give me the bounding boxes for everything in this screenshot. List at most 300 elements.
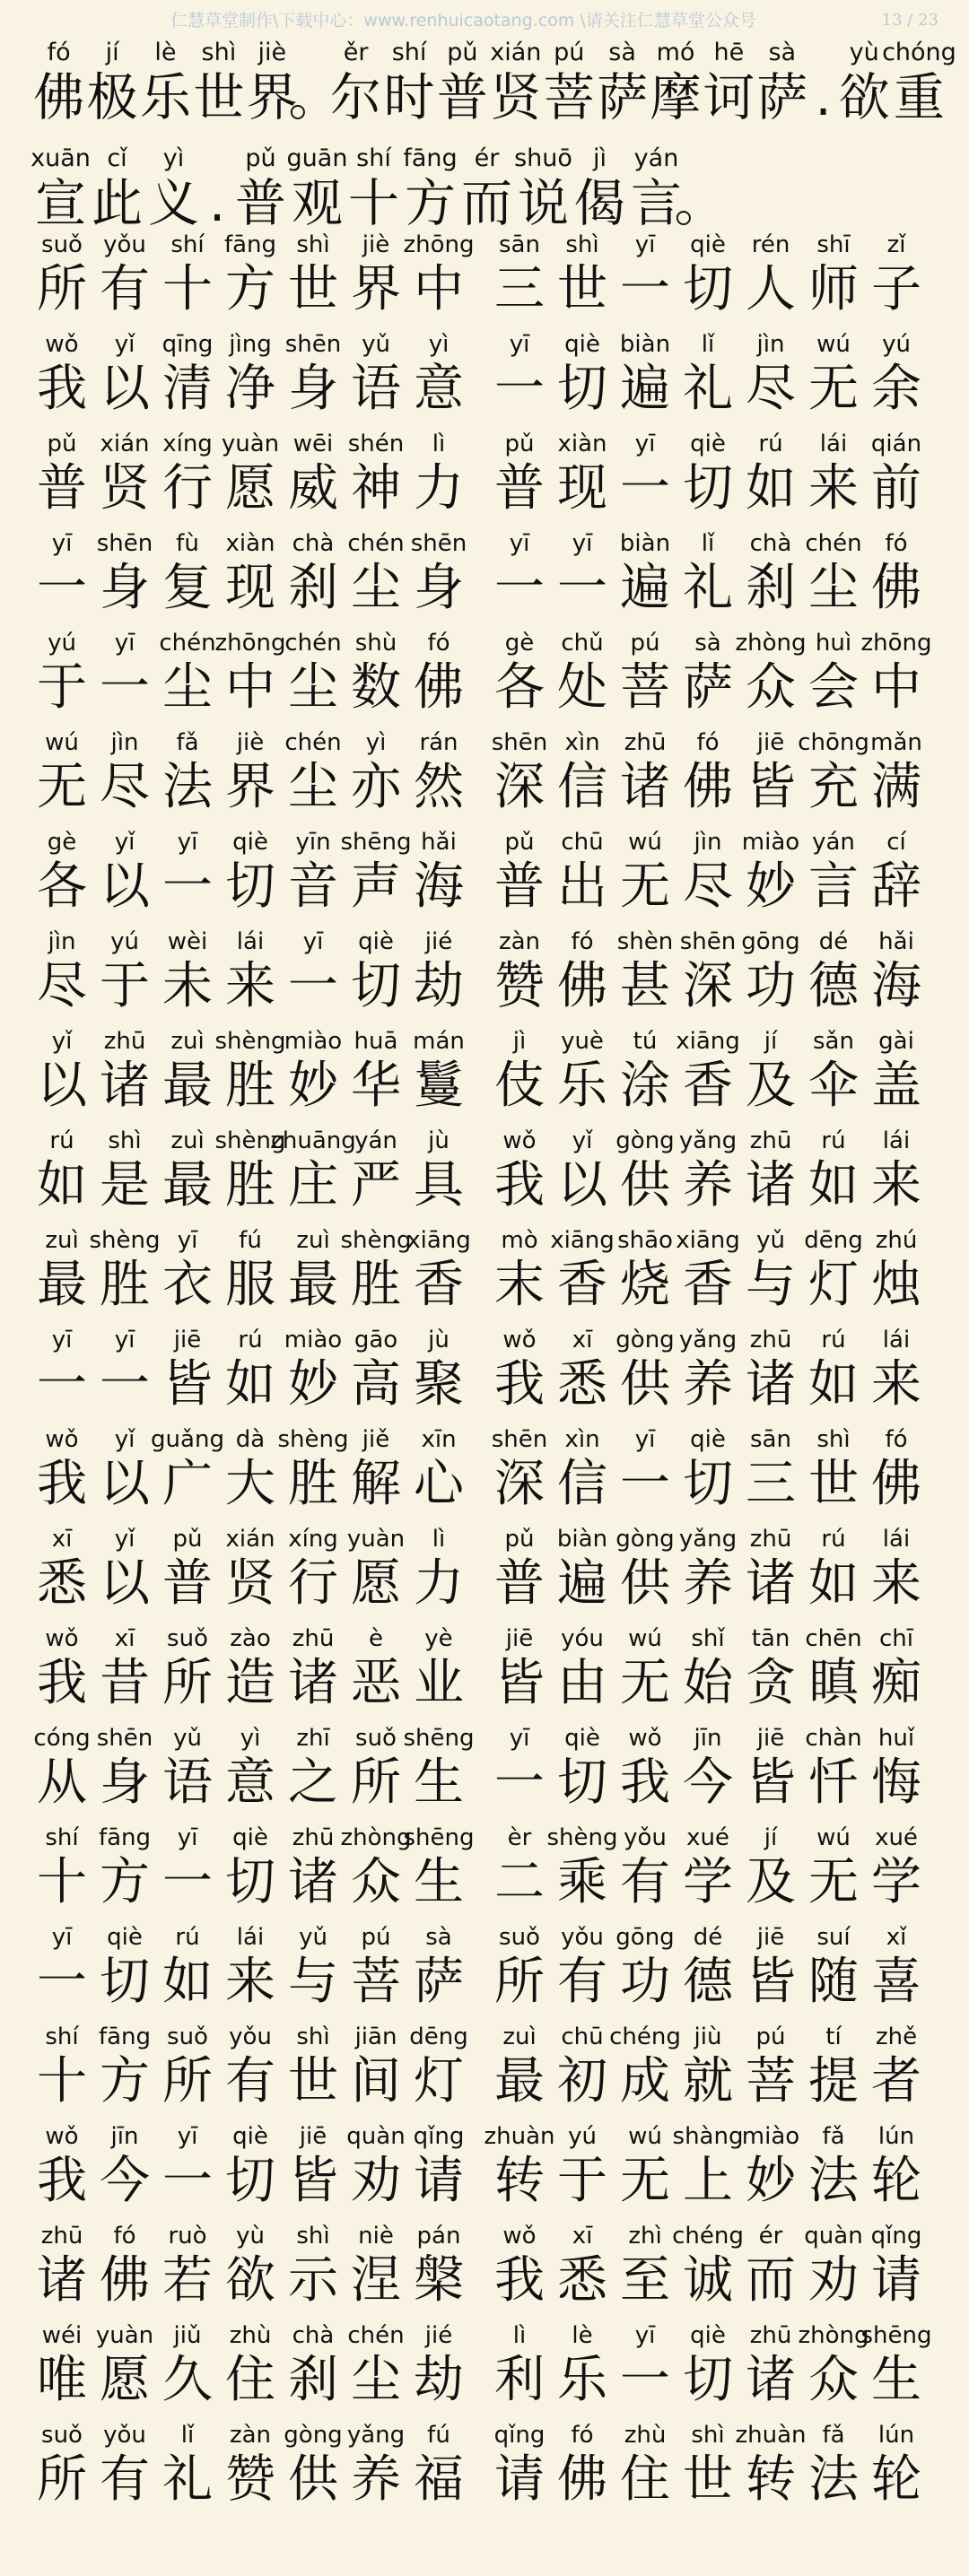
hanzi: 普 <box>494 459 545 518</box>
pinyin: lǐ <box>701 331 715 358</box>
verse-row <box>31 2121 946 2221</box>
pinyin: xuān <box>31 144 91 172</box>
hanzi: 灯 <box>808 1256 859 1314</box>
pinyin: wǒ <box>45 2123 79 2150</box>
pinyin: xiāng <box>406 1227 471 1254</box>
syllable <box>93 628 156 727</box>
hanzi: 意 <box>414 360 464 418</box>
syllable <box>739 727 802 827</box>
pinyin: shuō <box>514 144 572 172</box>
pinyin: zhòng <box>798 2322 869 2349</box>
hanzi: 子 <box>871 260 921 318</box>
syllable <box>31 429 93 528</box>
syllable <box>614 1424 677 1524</box>
hanzi: 学 <box>683 1853 733 1911</box>
verse-line-right <box>488 1623 946 1723</box>
syllable <box>345 927 407 1026</box>
hanzi: 尘 <box>351 2351 401 2409</box>
hanzi: 言 <box>808 857 859 916</box>
syllable <box>677 1225 739 1325</box>
hanzi: 处 <box>557 658 607 717</box>
pinyin: lǐ <box>180 2422 195 2449</box>
hanzi: 摩 <box>650 68 702 127</box>
syllable <box>458 144 515 233</box>
syllable <box>739 2320 802 2420</box>
hanzi: 痴 <box>871 1654 921 1712</box>
syllable <box>551 1225 614 1325</box>
syllable <box>93 1922 156 2022</box>
pinyin: shí <box>356 144 391 172</box>
pinyin: yǒu <box>229 2023 272 2050</box>
hanzi: 世 <box>808 1455 859 1513</box>
pinyin: ér <box>474 144 500 172</box>
pinyin: xī <box>572 2223 593 2250</box>
pinyin: yī <box>509 331 530 358</box>
pinyin: yì <box>428 331 450 358</box>
syllable <box>739 2022 802 2121</box>
syllable <box>802 1424 865 1524</box>
syllable <box>802 1325 865 1424</box>
pinyin: fó <box>113 2223 136 2250</box>
syllable <box>488 827 551 927</box>
syllable <box>407 628 470 727</box>
syllable <box>156 1225 219 1325</box>
hanzi: 无 <box>620 1654 670 1712</box>
syllable <box>489 38 542 127</box>
pinyin: chà <box>292 2322 335 2349</box>
pinyin: zhū <box>624 729 667 756</box>
hanzi: 诸 <box>288 1654 338 1712</box>
hanzi: 遍 <box>557 1554 607 1613</box>
syllable <box>677 2320 739 2420</box>
pinyin: shēn <box>491 729 548 756</box>
hanzi: 乐 <box>557 1057 607 1115</box>
hanzi: 世 <box>683 2450 733 2509</box>
hanzi: 高 <box>351 1355 401 1414</box>
syllable <box>288 38 340 127</box>
pinyin: shī <box>816 231 851 258</box>
syllable <box>865 927 928 1026</box>
hanzi: 二 <box>494 1853 545 1911</box>
intro-line <box>32 38 956 144</box>
pinyin: dēng <box>804 1227 863 1254</box>
syllable <box>739 1922 802 2022</box>
pinyin: jīn <box>110 2123 139 2150</box>
syllable <box>286 144 348 233</box>
hanzi: 来 <box>871 1554 921 1613</box>
pinyin: zuì <box>45 1227 79 1254</box>
pinyin: jiē <box>756 729 785 756</box>
syllable <box>270 1126 356 1225</box>
hanzi: 界 <box>225 758 275 816</box>
hanzi: 清 <box>162 360 213 418</box>
hanzi: 福 <box>414 2450 464 2509</box>
hanzi: 生 <box>414 1853 464 1911</box>
pinyin: qiè <box>690 231 726 258</box>
hanzi: 切 <box>683 260 733 318</box>
pinyin: pǔ <box>504 829 535 856</box>
syllable <box>677 1823 739 1922</box>
pinyin: qiè <box>564 1725 600 1752</box>
pinyin: ruò <box>168 2223 207 2250</box>
syllable <box>192 38 245 127</box>
hanzi: 尘 <box>351 559 401 617</box>
pinyin: jì <box>592 144 607 172</box>
hanzi: 语 <box>162 1754 213 1812</box>
pinyin: rú <box>238 1327 263 1353</box>
syllable <box>32 144 89 233</box>
pinyin: yǐ <box>114 829 135 856</box>
syllable <box>151 1424 224 1524</box>
pinyin: pú <box>630 630 660 657</box>
pinyin: wǒ <box>45 331 79 358</box>
syllable <box>614 727 677 827</box>
hanzi: 萨 <box>756 68 808 127</box>
syllable <box>219 2221 282 2320</box>
syllable <box>488 1823 551 1922</box>
hanzi: 造 <box>225 1654 275 1712</box>
syllable <box>802 1026 865 1126</box>
pinyin: jiē <box>299 2123 327 2150</box>
syllable <box>407 2320 470 2420</box>
hanzi: 乐 <box>139 68 191 127</box>
syllable <box>677 528 739 628</box>
pinyin: jiē <box>173 1327 202 1353</box>
hanzi: 刹 <box>746 559 796 617</box>
verse-line-left <box>31 1325 488 1424</box>
hanzi: 所 <box>494 1953 545 2011</box>
syllable <box>219 2320 282 2420</box>
pinyin: jí <box>105 39 119 66</box>
pinyin: shēn <box>96 1725 153 1752</box>
syllable <box>156 2022 219 2121</box>
hanzi: 出 <box>557 857 607 916</box>
pinyin: jiān <box>354 2023 397 2050</box>
hanzi: 从 <box>37 1754 87 1812</box>
syllable <box>865 329 928 429</box>
syllable <box>677 827 739 927</box>
pinyin: fó <box>571 928 594 955</box>
hanzi: 诸 <box>288 1853 338 1911</box>
pinyin: yú <box>568 2123 597 2150</box>
pinyin: jiē <box>756 1725 785 1752</box>
pinyin: shù <box>354 630 397 657</box>
hanzi: 现 <box>225 559 275 617</box>
hanzi: 诸 <box>620 758 670 816</box>
syllable <box>93 1524 156 1623</box>
syllable <box>802 528 865 628</box>
syllable <box>345 429 407 528</box>
syllable <box>614 1922 677 2022</box>
pinyin: yī <box>51 1327 73 1353</box>
syllable <box>407 1524 470 1623</box>
syllable <box>739 1623 802 1723</box>
pinyin: shēng <box>340 829 412 856</box>
pinyin: wèi <box>167 928 208 955</box>
hanzi: 庄 <box>288 1156 338 1214</box>
pinyin: zhú <box>875 1227 918 1254</box>
hanzi: 一 <box>620 459 670 518</box>
verse-line-right <box>488 727 946 827</box>
hanzi: 然 <box>414 758 464 816</box>
hanzi: 诸 <box>100 1057 150 1115</box>
pinyin: zhū <box>749 2322 792 2349</box>
pinyin: yán <box>354 1127 397 1154</box>
pinyin: yǔ <box>756 1227 785 1254</box>
syllable <box>802 2221 865 2320</box>
syllable <box>345 1524 407 1623</box>
hanzi: 皆 <box>746 1754 796 1812</box>
hanzi: 尘 <box>288 658 338 717</box>
syllable <box>614 1823 677 1922</box>
pinyin: wǒ <box>502 1327 537 1353</box>
verse-row <box>31 1524 946 1623</box>
hanzi: 德 <box>808 957 859 1015</box>
pinyin: lái <box>882 1327 911 1353</box>
hanzi: 胜 <box>225 1057 275 1115</box>
syllable <box>282 2121 345 2221</box>
pinyin: xiāng <box>676 1227 740 1254</box>
syllable <box>93 727 156 827</box>
hanzi: 于 <box>100 957 150 1015</box>
pinyin: lì <box>432 1526 446 1553</box>
hanzi: 三 <box>746 1455 796 1513</box>
syllable <box>614 1126 677 1225</box>
hanzi: 来 <box>225 1953 275 2011</box>
pinyin: lè <box>154 39 177 66</box>
hanzi: 生 <box>871 2351 921 2409</box>
pinyin: pán <box>416 2223 461 2250</box>
syllable <box>407 827 470 927</box>
hanzi: 方 <box>100 2052 150 2110</box>
hanzi: 胜 <box>351 1256 401 1314</box>
hanzi: 供 <box>620 1156 670 1214</box>
syllable <box>614 1325 677 1424</box>
syllable <box>672 2221 744 2320</box>
pinyin: gòng <box>615 1526 675 1553</box>
pinyin: tān <box>751 1625 790 1652</box>
hanzi: 十 <box>348 174 399 233</box>
pinyin: chēn <box>805 1625 862 1652</box>
syllable <box>865 727 928 827</box>
pinyin: gòng <box>284 2422 343 2449</box>
syllable <box>32 38 85 127</box>
pinyin: zhuāng <box>270 1127 356 1154</box>
hanzi: 佛 <box>100 2251 150 2310</box>
hanzi: 中 <box>225 658 275 717</box>
syllable <box>674 144 726 233</box>
pinyin: yī <box>51 530 73 557</box>
hanzi: 是 <box>100 1156 150 1214</box>
pinyin: shí <box>170 231 205 258</box>
hanzi: 界 <box>351 260 401 318</box>
syllable <box>31 1922 93 2022</box>
syllable <box>93 429 156 528</box>
hanzi: 喜 <box>871 1953 921 2011</box>
pinyin: shàng <box>672 2123 744 2150</box>
syllable <box>488 1225 551 1325</box>
syllable <box>407 2221 470 2320</box>
verse-line-left <box>31 2320 488 2420</box>
hanzi: 转 <box>494 2152 545 2210</box>
syllable <box>739 429 802 528</box>
hanzi: 德 <box>683 1953 733 2011</box>
pinyin: zhōng <box>214 630 286 657</box>
syllable <box>31 827 93 927</box>
hanzi: 音 <box>288 857 338 916</box>
pinyin: zhū <box>103 1028 146 1055</box>
syllable <box>407 329 470 429</box>
syllable <box>31 2320 93 2420</box>
pinyin: yán <box>633 144 679 172</box>
pinyin: jù <box>428 1127 450 1154</box>
syllable <box>156 1325 219 1424</box>
syllable <box>345 1723 407 1823</box>
pinyin: lái <box>882 1127 911 1154</box>
syllable <box>677 1026 739 1126</box>
syllable <box>551 927 614 1026</box>
verse-row <box>31 1922 946 2022</box>
pinyin: rú <box>758 431 783 457</box>
pinyin: rú <box>821 1127 846 1154</box>
pinyin: zào <box>230 1625 271 1652</box>
pinyin: yì <box>365 729 387 756</box>
syllable <box>407 528 470 628</box>
pinyin: tí <box>825 2023 842 2050</box>
syllable <box>345 329 407 429</box>
syllable <box>802 1524 865 1623</box>
pinyin: gè <box>47 829 77 856</box>
hanzi: 涅 <box>351 2251 401 2310</box>
pinyin: pú <box>554 39 585 66</box>
pinyin: fó <box>696 729 720 756</box>
hanzi: 悉 <box>37 1554 87 1613</box>
syllable <box>345 1922 407 2022</box>
syllable <box>93 2022 156 2121</box>
hanzi: 诸 <box>37 2251 87 2310</box>
syllable <box>219 1225 282 1325</box>
syllable <box>93 1723 156 1823</box>
syllable <box>156 2420 219 2519</box>
hanzi: 世 <box>288 2052 338 2110</box>
syllable <box>551 329 614 429</box>
verse-line-right <box>488 2420 946 2519</box>
syllable <box>551 1723 614 1823</box>
verse-line-right <box>488 1026 946 1126</box>
syllable <box>407 1623 470 1723</box>
hanzi: 住 <box>620 2450 670 2509</box>
syllable <box>802 827 865 927</box>
syllable <box>31 1524 93 1623</box>
pinyin: zhù <box>229 2322 272 2349</box>
syllable <box>614 1524 677 1623</box>
syllable <box>808 38 837 127</box>
pinyin: chū <box>561 2023 604 2050</box>
pinyin: fǎ <box>822 2123 845 2150</box>
syllable <box>488 329 551 429</box>
syllable <box>739 827 802 927</box>
pinyin: cóng <box>33 1725 91 1752</box>
pinyin: sà <box>694 630 721 657</box>
pinyin: chōng <box>798 729 869 756</box>
syllable <box>865 1026 928 1126</box>
pinyin: yī <box>51 1924 73 1951</box>
syllable <box>139 38 192 127</box>
hanzi: 如 <box>808 1355 859 1414</box>
hanzi: 愿 <box>100 2351 150 2409</box>
pinyin: pǔ <box>504 431 535 457</box>
pinyin: fǎ <box>176 729 199 756</box>
hanzi: 灯 <box>414 2052 464 2110</box>
syllable <box>93 1623 156 1723</box>
syllable <box>407 727 470 827</box>
hanzi: 皆 <box>162 1355 213 1414</box>
pinyin: yuàn <box>95 2322 154 2349</box>
syllable <box>31 628 93 727</box>
syllable <box>488 1623 551 1723</box>
pinyin: miào <box>741 2123 800 2150</box>
hanzi: 贤 <box>225 1554 275 1613</box>
syllable <box>802 429 865 528</box>
pinyin: yǒu <box>624 1824 667 1851</box>
pinyin: shǐ <box>691 1625 725 1652</box>
syllable <box>31 2121 93 2221</box>
hanzi: 盖 <box>871 1057 921 1115</box>
hanzi: 菩 <box>351 1953 401 2011</box>
pinyin: yǔ <box>362 331 390 358</box>
pinyin: shèng <box>546 1824 618 1851</box>
pinyin: shēn <box>491 1426 548 1453</box>
pinyin: yú <box>110 928 139 955</box>
hanzi: 一 <box>620 2351 670 2409</box>
hanzi: 佛 <box>33 68 85 127</box>
syllable <box>488 528 551 628</box>
pinyin: huā <box>354 1028 398 1055</box>
verse-row <box>31 1623 946 1723</box>
hanzi: 就 <box>683 2052 733 2110</box>
hanzi: 力 <box>414 459 464 518</box>
syllable <box>219 1325 282 1424</box>
pinyin: shén <box>347 431 405 457</box>
hanzi: 劫 <box>414 957 464 1015</box>
hanzi: 服 <box>225 1256 275 1314</box>
syllable <box>488 1723 551 1823</box>
syllable <box>31 1026 93 1126</box>
syllable <box>551 1126 614 1225</box>
syllable <box>282 2420 345 2519</box>
hanzi: 信 <box>557 1455 607 1513</box>
syllable <box>345 727 407 827</box>
hanzi: 请 <box>494 2450 545 2509</box>
syllable <box>219 1823 282 1922</box>
syllable <box>156 1126 219 1225</box>
hanzi: 一 <box>162 1853 213 1911</box>
hanzi: 观 <box>292 174 343 233</box>
hanzi: 深 <box>494 1455 545 1513</box>
pinyin: yù <box>849 39 879 66</box>
pinyin: zhū <box>40 2223 83 2250</box>
syllable <box>345 2420 407 2519</box>
syllable <box>407 2022 470 2121</box>
syllable <box>282 528 345 628</box>
hanzi: 我 <box>37 360 87 418</box>
syllable <box>407 1922 470 2022</box>
pinyin: pú <box>755 2023 786 2050</box>
verse-line-left <box>31 528 488 628</box>
pinyin: ér <box>758 2223 783 2250</box>
hanzi: 一 <box>162 2152 213 2210</box>
pinyin: yǎng <box>346 2422 406 2449</box>
